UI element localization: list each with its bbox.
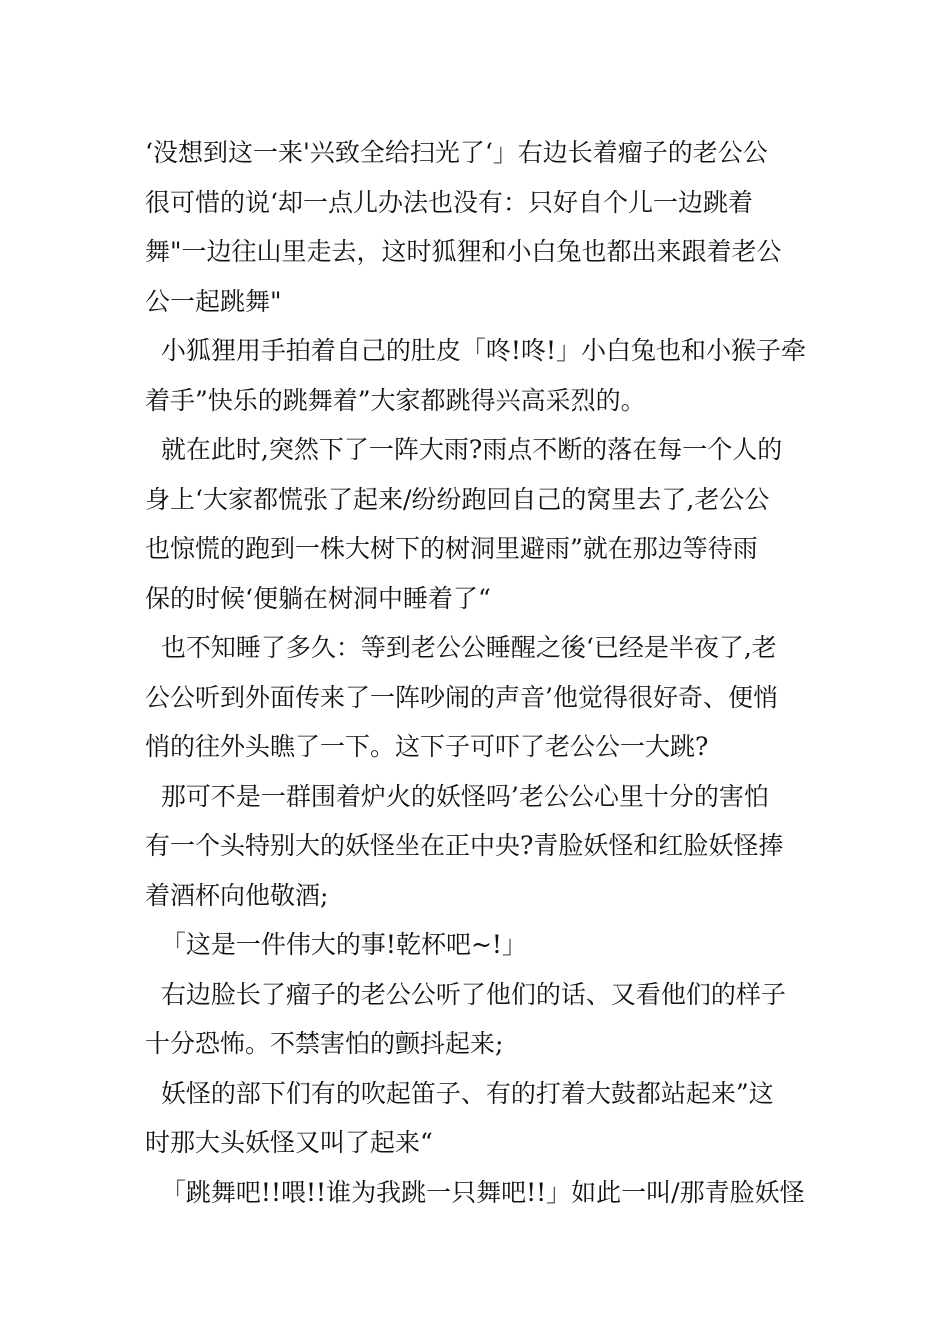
text-line: 悄的往外头瞧了一下。这下子可吓了老公公一大跳? (145, 732, 709, 761)
text-line: 着手”快乐的跳舞着”大家都跳得兴高采烈的。 (145, 385, 646, 415)
text-line: 「跳舞吧!!喂!!谁为我跳一只舞吧!!」如此一叫/那青脸妖怪 (145, 1177, 805, 1207)
story-text (145, 128, 810, 1217)
paragraph-4 (145, 623, 810, 772)
paragraph-5 (145, 772, 810, 921)
text-line: 舞"一边往山里走去，这时狐狸和小白兔也都出来跟着老公 (145, 237, 782, 266)
paragraph-7 (145, 970, 810, 1069)
paragraph-6 (145, 920, 810, 970)
text-line: 小狐狸用手拍着自己的肚皮「咚!咚!」小白兔也和小猴子牵 (145, 336, 806, 365)
paragraph-2 (145, 326, 810, 425)
text-line: 着酒杯向他敬酒; (145, 880, 329, 910)
text-line: 也惊慌的跑到一株大树下的树洞里避雨”就在那边等待雨 (145, 534, 758, 563)
text-line: 有一个头特别大的妖怪坐在正中央?青脸妖怪和红脸妖怪捧 (145, 831, 784, 860)
text-line: 保的时候‘便躺在树洞中睡着了“ (145, 583, 491, 613)
text-line: ‘没想到这一来'兴致全给扫光了‘」右边长着瘤子的老公公 (145, 138, 768, 167)
text-line: 妖怪的部下们有的吹起笛子、有的打着大鼓都站起来”这 (145, 1078, 774, 1108)
text-line: 十分恐怖。不禁害怕的颤抖起来; (145, 1029, 504, 1058)
text-line: 那可不是一群围着炉火的妖怪吗’老公公心里十分的害怕 (145, 781, 769, 811)
text-line: 也不知睡了多久：等到老公公睡醒之後‘已经是半夜了,老 (145, 633, 777, 662)
text-line: 时那大头妖怪又叫了起来“ (145, 1128, 433, 1157)
paragraph-3 (145, 425, 810, 623)
paragraph-8 (145, 1069, 810, 1168)
text-line: 「这是一件伟大的事!乾杯吧~!」 (145, 930, 527, 959)
paragraph-1 (145, 128, 810, 326)
text-line: 公公听到外面传来了一阵吵闹的声音’他觉得很好奇、便悄 (145, 682, 778, 712)
text-line: 身上‘大家都慌张了起来/纷纷跑回自己的窝里去了,老公公 (145, 484, 770, 514)
text-line: 公一起跳舞" (145, 286, 282, 316)
text-line: 就在此时,突然下了一阵大雨?雨点不断的落在每一个人的 (145, 435, 783, 464)
text-line: 右边脸长了瘤子的老公公听了他们的话、又看他们的样子 (145, 979, 786, 1009)
paragraph-9 (145, 1168, 810, 1218)
text-line: 很可惜的说‘却一点儿办法也没有：只好自个儿一边跳着 (145, 187, 753, 217)
